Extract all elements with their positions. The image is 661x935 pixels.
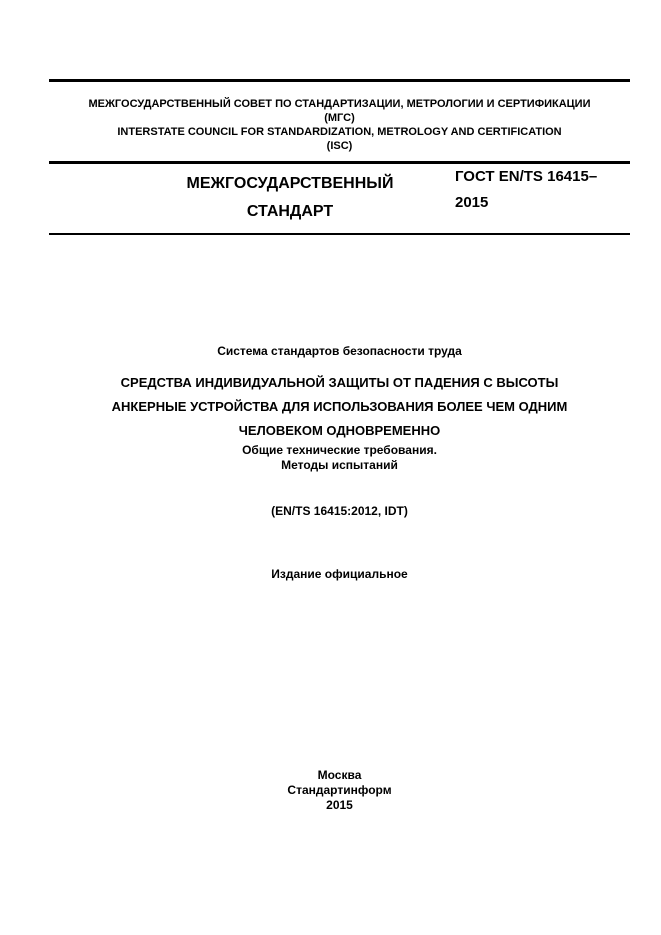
council-abbr-en: (ISC) bbox=[326, 140, 353, 152]
subtitle-line1: Общие технические требования. bbox=[242, 443, 437, 457]
standard-type bbox=[160, 170, 420, 226]
equivalence-reference: (EN/TS 16415:2012, IDT) bbox=[271, 504, 408, 518]
council-header bbox=[49, 97, 630, 153]
imprint bbox=[49, 768, 630, 813]
title-line1: СРЕДСТВА ИНДИВИДУАЛЬНОЙ ЗАЩИТЫ ОТ ПАДЕНИЯ С ВЫСОТЫ bbox=[120, 375, 559, 390]
title-line2: АНКЕРНЫЕ УСТРОЙСТВА ДЛЯ ИСПОЛЬЗОВАНИЯ БОЛЕЕ ЧЕМ ОДНИМ bbox=[111, 399, 568, 414]
subtitle-line2: Методы испытаний bbox=[281, 458, 398, 472]
bottom-rule bbox=[49, 233, 630, 235]
imprint-year: 2015 bbox=[326, 798, 353, 812]
edition-label: Издание официальное bbox=[271, 567, 408, 581]
imprint-city: Москва bbox=[317, 768, 362, 782]
standard-number bbox=[455, 164, 625, 216]
standard-type-line1: МЕЖГОСУДАРСТВЕННЫЙ bbox=[186, 175, 394, 192]
standard-number-line1: ГОСТ EN/TS 16415– bbox=[455, 168, 598, 185]
document-subtitle bbox=[49, 443, 630, 473]
council-name-ru: МЕЖГОСУДАРСТВЕННЫЙ СОВЕТ ПО СТАНДАРТИЗАЦИИ, МЕТРОЛОГИИ И СЕРТИФИКАЦИИ bbox=[88, 98, 591, 110]
imprint-publisher: Стандартинформ bbox=[287, 783, 392, 797]
standard-type-line2: СТАНДАРТ bbox=[246, 203, 334, 220]
top-rule bbox=[49, 79, 630, 82]
document-title bbox=[49, 371, 630, 443]
title-line3: ЧЕЛОВЕКОМ ОДНОВРЕМЕННО bbox=[238, 423, 441, 438]
standard-number-line2: 2015 bbox=[455, 194, 489, 211]
council-name-en: INTERSTATE COUNCIL FOR STANDARDIZATION, METROLOGY AND CERTIFICATION bbox=[117, 126, 562, 138]
standards-system: Система стандартов безопасности труда bbox=[217, 344, 462, 358]
council-abbr-ru: (МГС) bbox=[324, 112, 355, 124]
